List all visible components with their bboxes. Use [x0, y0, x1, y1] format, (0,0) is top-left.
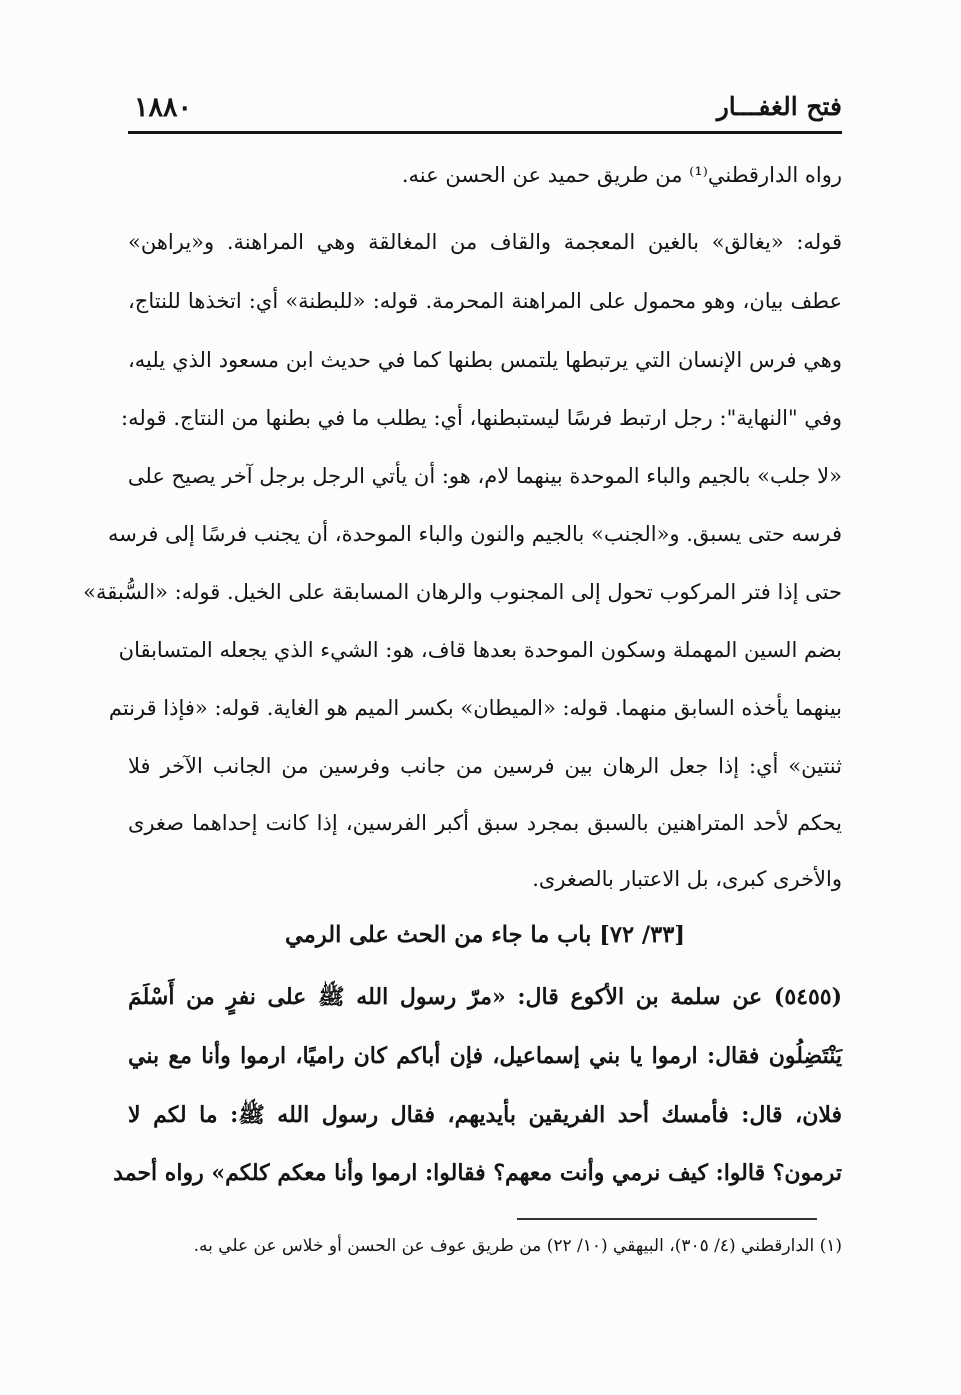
body-line: رواه الدارقطني⁽¹⁾ من طريق حميد عن الحسن عنه. — [401, 163, 842, 187]
body-line: بينهما يأخذه السابق منهما. قوله: «الميطان» بكسر الميم هو الغاية. قوله: «فإذا قرنتم — [108, 696, 842, 720]
body-line: وفي "النهاية": رجل ارتبط فرسًا ليستبطنها، أي: يطلب ما في بطنها من النتاج. قوله: — [121, 406, 842, 430]
header-rule — [128, 131, 842, 134]
body-line: بضم السين المهملة وسكون الموحدة بعدها قاف، هو: الشيء الذي يجعله المتسابقان — [118, 638, 842, 662]
section-heading: [٣٣/ ٧٢] باب ما جاء من الحث على الرمي — [285, 922, 685, 948]
page-number: ١٨٨٠ — [134, 92, 193, 123]
body-line: قوله: «يغالق» بالغين المعجمة والقاف من المغالقة وهي المراهنة. و«يراهن» — [128, 230, 842, 254]
footnote-rule — [517, 1218, 817, 1220]
hadith-line: (٥٤٥٥) عن سلمة بن الأكوع قال: «مرّ رسول الله ﷺ على نفرٍ من أَسْلَمَ — [128, 984, 842, 1010]
running-head-title: فتح الغفـــار — [716, 92, 842, 121]
hadith-line: فلان، قال: فأمسك أحد الفريقين بأيديهم، فقال رسول الله ﷺ: ما لكم لا — [128, 1102, 842, 1128]
body-line: عطف بيان، وهو محمول على المراهنة المحرمة. قوله: «للبطنة» أي: اتخذها للنتاج، — [128, 289, 842, 313]
running-head — [128, 92, 842, 132]
body-line: حتى إذا فتر المركوب تحول إلى المجنوب والرهان المسابقة على الخيل. قوله: «السُّبقة» — [83, 580, 842, 604]
footnote: (١) الدارقطني (٤/ ٣٠٥)، البيهقي (١٠/ ٢٢) من طريق عوف عن الحسن أو خلاس عن علي به. — [193, 1236, 842, 1256]
hadith-line: يَنْتَضِلُون فقال: ارموا يا بني إسماعيل، فإن أباكم كان راميًا، ارموا وأنا مع بني — [128, 1043, 842, 1069]
body-line: فرسه حتى يسبق. و«الجنب» بالجيم والنون والباء الموحدة، أن يجنب فرسًا إلى فرسه — [107, 522, 842, 546]
body-line: وهي فرس الإنسان التي يرتبطها يلتمس بطنها كما في حديث ابن مسعود الذي يليه، — [128, 348, 842, 372]
body-line: ثنتين» أي: إذا جعل الرهان بين فرسين من جانب وفرسين من الجانب الآخر فلا — [128, 754, 842, 778]
body-line: يحكم لأحد المتراهنين بالسبق بمجرد سبق أكبر الفرسين، إذا كانت إحداهما صغرى — [128, 811, 842, 835]
hadith-line: ترمون؟ قالوا: كيف نرمي وأنت معهم؟ فقالوا: ارموا وأنا معكم كلكم» رواه أحمد — [113, 1160, 842, 1186]
body-line: والأخرى كبرى، بل الاعتبار بالصغرى. — [532, 867, 842, 891]
body-line: «لا جلب» بالجيم والباء الموحدة بينهما لام، هو: أن يأتي الرجل برجل آخر يصيح على — [127, 464, 842, 488]
